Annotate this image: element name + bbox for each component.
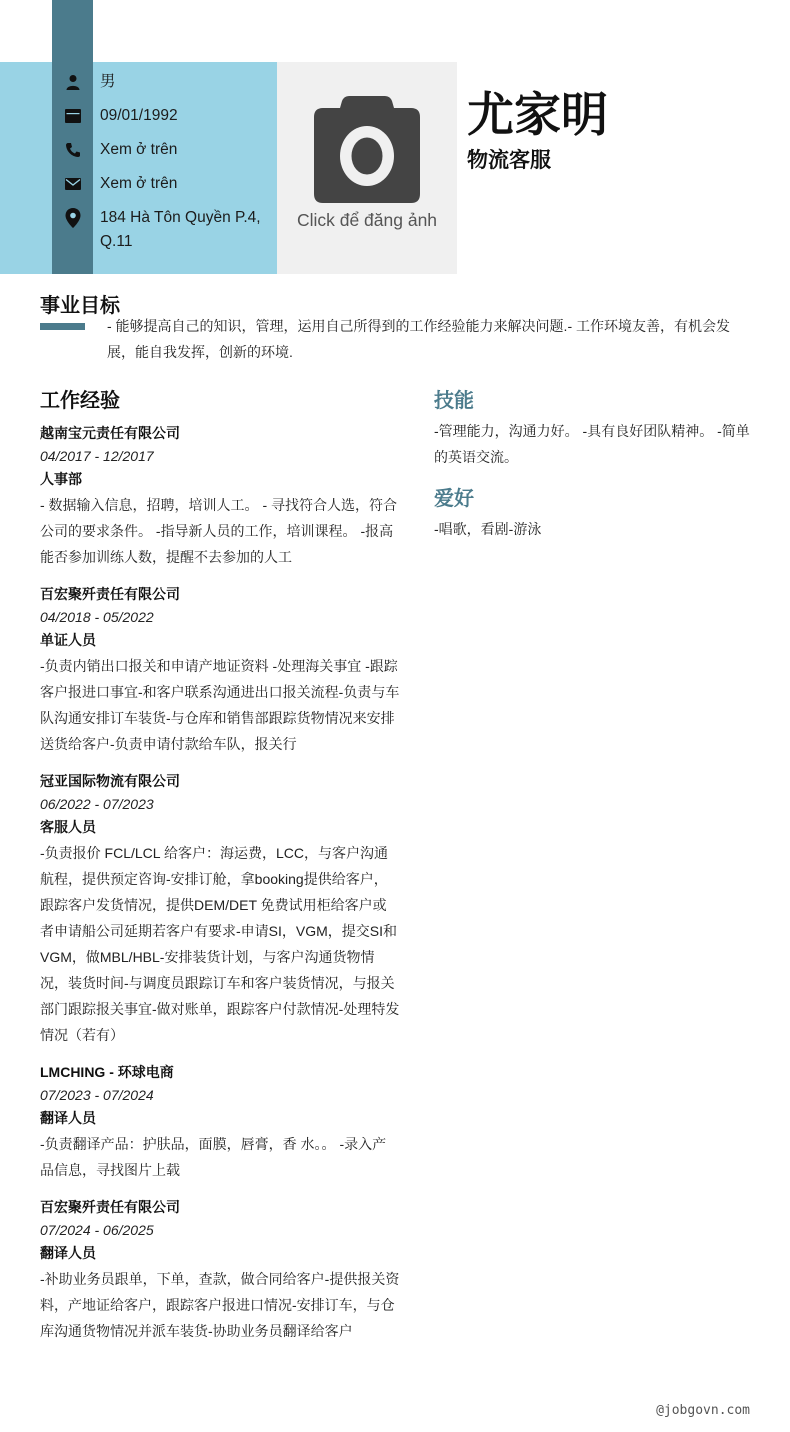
job-entry (40, 1196, 400, 1344)
job-dates: 07/2023 - 07/2024 (40, 1087, 154, 1103)
photo-upload-area[interactable] (277, 62, 457, 274)
job-entry (40, 770, 400, 1048)
job-dates: 04/2017 - 12/2017 (40, 448, 154, 464)
job-description: -负责报价 FCL/LCL 给客户：海运费，LCC，与客户沟通航程，提供预定咨询-安排订舱，拿booking提供给客户，跟踪客户发货情况，提供DEM/DET 免费试用柜给客户或者申请船公司延期若客户有要求-申请SI，VGM，提交SI和VGM，做MBL/HBL-安排装货计划，与客户沟通货物情况，装货时间-与调度员跟踪订车和客户装货情况，与报关部门跟踪报关事宜-做对账单，跟踪客户付款情况-处理特发情况（若有） (40, 845, 400, 1043)
job-company: 百宏聚歼责任有限公司 (40, 1199, 180, 1215)
footer-watermark: @jobgovn.com (656, 1403, 750, 1418)
job-company: LMCHING - 环球电商 (40, 1064, 174, 1080)
candidate-job-title: 物流客服 (467, 149, 551, 172)
contact-gender-text: 男 (100, 73, 116, 90)
skills-heading: 技能 (434, 390, 474, 412)
job-entry (40, 1061, 400, 1183)
job-company: 百宏聚歼责任有限公司 (40, 586, 180, 602)
job-company: 冠亚国际物流有限公司 (40, 773, 180, 789)
mail-icon (52, 172, 93, 196)
experience-section (40, 388, 400, 1357)
skills-text: -管理能力，沟通力好。 -具有良好团队精神。 -简单的英语交流。 (434, 423, 750, 465)
phone-icon (52, 138, 93, 162)
photo-upload-label: Click để đăng ảnh (296, 210, 438, 230)
side-section (434, 388, 754, 558)
job-role: 客服人员 (40, 819, 96, 835)
job-role: 翻译人员 (40, 1245, 96, 1261)
job-company: 越南宝元责任有限公司 (40, 425, 180, 441)
job-entry (40, 422, 400, 570)
job-description: -补助业务员跟单，下单，查款，做合同给客户-提供报关资料，产地证给客户，跟踪客户报进口情况-安排订车，与仓库沟通货物情况并派车装货-协助业务员翻译给客户 (40, 1271, 400, 1339)
location-pin-icon (52, 206, 93, 230)
camera-icon (313, 94, 421, 209)
hobbies-text: -唱歌，看剧-游泳 (434, 521, 542, 537)
calendar-icon (52, 104, 93, 128)
contact-birthdate-text: 09/01/1992 (100, 107, 178, 124)
job-role: 翻译人员 (40, 1110, 96, 1126)
job-description: - 数据输入信息，招聘，培训人工。 - 寻找符合人选，符合公司的要求条件。 -指导新人员的工作，培训课程。 -报高能否参加训练人数，提醒不去参加的人工 (40, 497, 397, 565)
job-dates: 07/2024 - 06/2025 (40, 1222, 154, 1238)
objective-heading: 事业目标 (40, 295, 120, 317)
job-dates: 06/2022 - 07/2023 (40, 796, 154, 812)
job-dates: 04/2018 - 05/2022 (40, 609, 154, 625)
objective-text: - 能够提高自己的知识，管理，运用自己所得到的工作经验能力来解决问题.- 工作环境友善，有机会发展，能自我发挥，创新的环境. (107, 318, 730, 360)
job-role: 人事部 (40, 471, 82, 487)
experience-heading: 工作经验 (40, 390, 120, 412)
job-role: 单证人员 (40, 632, 96, 648)
job-description: -负责内销出口报关和申请产地证资料 -处理海关事宜 -跟踪客户报进口事宜-和客户联系沟通进出口报关流程-负责与车队沟通安排订车装货-与仓库和销售部跟踪货物情况来安排送货给客户-负责申请付款给车队，报关行 (40, 658, 400, 752)
accent-stripe (52, 0, 93, 274)
contact-address-text: 184 Hà Tôn Quyền P.4, Q.11 (100, 209, 261, 250)
person-icon (52, 70, 93, 94)
hobbies-heading: 爱好 (434, 488, 474, 510)
objective-accent-bar (40, 323, 85, 330)
candidate-name: 尤家明 (467, 88, 608, 141)
job-description: -负责翻译产品：护肤品，面膜，唇膏，香 水。。 -录入产品信息，寻找图片上载 (40, 1136, 387, 1178)
contact-phone-text: Xem ở trên (100, 141, 178, 158)
contact-email-text: Xem ở trên (100, 175, 178, 192)
job-entry (40, 583, 400, 757)
